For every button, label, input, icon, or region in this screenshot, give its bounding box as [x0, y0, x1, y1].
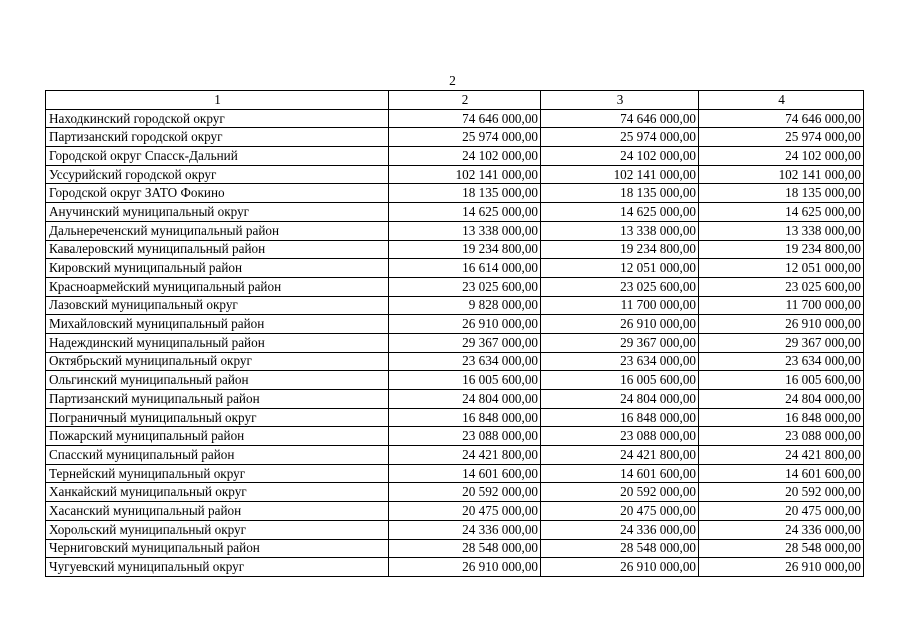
table-header — [46, 91, 864, 110]
municipality-name-cell: Михайловский муниципальный район — [46, 315, 389, 334]
value-col3-cell: 24 804 000,00 — [541, 390, 699, 409]
value-col2-cell: 74 646 000,00 — [389, 109, 541, 128]
table-row — [46, 277, 864, 296]
value-col3-cell: 14 625 000,00 — [541, 203, 699, 222]
value-col3-cell: 74 646 000,00 — [541, 109, 699, 128]
municipality-name-cell: Хорольский муниципальный округ — [46, 520, 389, 539]
value-col2-cell: 26 910 000,00 — [389, 315, 541, 334]
value-col2-cell: 19 234 800,00 — [389, 240, 541, 259]
value-col3-cell: 23 088 000,00 — [541, 427, 699, 446]
table-row — [46, 558, 864, 577]
table-row — [46, 296, 864, 315]
table-row — [46, 315, 864, 334]
value-col4-cell: 24 421 800,00 — [699, 446, 864, 465]
value-col4-cell: 29 367 000,00 — [699, 333, 864, 352]
value-col2-cell: 9 828 000,00 — [389, 296, 541, 315]
value-col3-cell: 19 234 800,00 — [541, 240, 699, 259]
value-col4-cell: 24 336 000,00 — [699, 520, 864, 539]
municipality-name-cell: Лазовский муниципальный округ — [46, 296, 389, 315]
value-col4-cell: 20 592 000,00 — [699, 483, 864, 502]
value-col2-cell: 23 088 000,00 — [389, 427, 541, 446]
value-col3-cell: 29 367 000,00 — [541, 333, 699, 352]
table-row — [46, 109, 864, 128]
table-row — [46, 352, 864, 371]
municipality-name-cell: Находкинский городской округ — [46, 109, 389, 128]
value-col2-cell: 23 025 600,00 — [389, 277, 541, 296]
value-col4-cell: 14 625 000,00 — [699, 203, 864, 222]
value-col2-cell: 23 634 000,00 — [389, 352, 541, 371]
value-col3-cell: 24 102 000,00 — [541, 147, 699, 166]
municipality-name-cell: Городской округ ЗАТО Фокино — [46, 184, 389, 203]
municipality-name-cell: Октябрьский муниципальный округ — [46, 352, 389, 371]
municipality-name-cell: Спасский муниципальный район — [46, 446, 389, 465]
value-col4-cell: 16 005 600,00 — [699, 371, 864, 390]
table-row — [46, 128, 864, 147]
value-col4-cell: 13 338 000,00 — [699, 221, 864, 240]
value-col2-cell: 18 135 000,00 — [389, 184, 541, 203]
municipality-name-cell: Ханкайский муниципальный округ — [46, 483, 389, 502]
value-col4-cell: 23 025 600,00 — [699, 277, 864, 296]
column-header-4: 4 — [699, 91, 864, 110]
budget-table — [45, 90, 864, 577]
value-col4-cell: 24 102 000,00 — [699, 147, 864, 166]
value-col3-cell: 20 592 000,00 — [541, 483, 699, 502]
value-col4-cell: 20 475 000,00 — [699, 502, 864, 521]
municipality-name-cell: Уссурийский городской округ — [46, 165, 389, 184]
table-body — [46, 109, 864, 576]
header-row — [46, 91, 864, 110]
value-col2-cell: 16 848 000,00 — [389, 408, 541, 427]
value-col4-cell: 16 848 000,00 — [699, 408, 864, 427]
municipality-name-cell: Хасанский муниципальный район — [46, 502, 389, 521]
value-col2-cell: 26 910 000,00 — [389, 558, 541, 577]
table-row — [46, 390, 864, 409]
table-row — [46, 147, 864, 166]
value-col2-cell: 24 102 000,00 — [389, 147, 541, 166]
value-col2-cell: 24 804 000,00 — [389, 390, 541, 409]
table-row — [46, 165, 864, 184]
value-col2-cell: 24 336 000,00 — [389, 520, 541, 539]
table-row — [46, 240, 864, 259]
value-col3-cell: 16 005 600,00 — [541, 371, 699, 390]
value-col3-cell: 16 848 000,00 — [541, 408, 699, 427]
value-col3-cell: 26 910 000,00 — [541, 558, 699, 577]
value-col4-cell: 18 135 000,00 — [699, 184, 864, 203]
municipality-name-cell: Кировский муниципальный район — [46, 259, 389, 278]
value-col3-cell: 20 475 000,00 — [541, 502, 699, 521]
table-row — [46, 502, 864, 521]
value-col3-cell: 28 548 000,00 — [541, 539, 699, 558]
value-col3-cell: 24 336 000,00 — [541, 520, 699, 539]
value-col2-cell: 14 625 000,00 — [389, 203, 541, 222]
value-col2-cell: 25 974 000,00 — [389, 128, 541, 147]
value-col4-cell: 28 548 000,00 — [699, 539, 864, 558]
value-col2-cell: 24 421 800,00 — [389, 446, 541, 465]
municipality-name-cell: Черниговский муниципальный район — [46, 539, 389, 558]
value-col4-cell: 11 700 000,00 — [699, 296, 864, 315]
value-col3-cell: 18 135 000,00 — [541, 184, 699, 203]
value-col2-cell: 20 592 000,00 — [389, 483, 541, 502]
column-header-2: 2 — [389, 91, 541, 110]
value-col3-cell: 102 141 000,00 — [541, 165, 699, 184]
value-col2-cell: 28 548 000,00 — [389, 539, 541, 558]
table-row — [46, 259, 864, 278]
table-row — [46, 520, 864, 539]
table-row — [46, 446, 864, 465]
municipality-name-cell: Тернейский муниципальный округ — [46, 464, 389, 483]
municipality-name-cell: Пограничный муниципальный округ — [46, 408, 389, 427]
table-row — [46, 464, 864, 483]
municipality-name-cell: Партизанский городской округ — [46, 128, 389, 147]
value-col4-cell: 74 646 000,00 — [699, 109, 864, 128]
value-col3-cell: 14 601 600,00 — [541, 464, 699, 483]
table-row — [46, 371, 864, 390]
value-col3-cell: 24 421 800,00 — [541, 446, 699, 465]
table-row — [46, 333, 864, 352]
value-col2-cell: 29 367 000,00 — [389, 333, 541, 352]
value-col2-cell: 20 475 000,00 — [389, 502, 541, 521]
value-col4-cell: 26 910 000,00 — [699, 558, 864, 577]
table-row — [46, 184, 864, 203]
value-col2-cell: 16 614 000,00 — [389, 259, 541, 278]
value-col4-cell: 25 974 000,00 — [699, 128, 864, 147]
table-row — [46, 427, 864, 446]
column-header-3: 3 — [541, 91, 699, 110]
municipality-name-cell: Кавалеровский муниципальный район — [46, 240, 389, 259]
table-row — [46, 221, 864, 240]
municipality-name-cell: Городской округ Спасск-Дальний — [46, 147, 389, 166]
municipality-name-cell: Надеждинский муниципальный район — [46, 333, 389, 352]
value-col3-cell: 13 338 000,00 — [541, 221, 699, 240]
value-col3-cell: 23 025 600,00 — [541, 277, 699, 296]
value-col4-cell: 102 141 000,00 — [699, 165, 864, 184]
table-row — [46, 408, 864, 427]
municipality-name-cell: Чугуевский муниципальный округ — [46, 558, 389, 577]
value-col3-cell: 26 910 000,00 — [541, 315, 699, 334]
municipality-name-cell: Дальнереченский муниципальный район — [46, 221, 389, 240]
value-col3-cell: 12 051 000,00 — [541, 259, 699, 278]
value-col3-cell: 11 700 000,00 — [541, 296, 699, 315]
municipality-name-cell: Ольгинский муниципальный район — [46, 371, 389, 390]
value-col4-cell: 24 804 000,00 — [699, 390, 864, 409]
value-col3-cell: 23 634 000,00 — [541, 352, 699, 371]
value-col4-cell: 14 601 600,00 — [699, 464, 864, 483]
value-col4-cell: 26 910 000,00 — [699, 315, 864, 334]
municipality-name-cell: Анучинский муниципальный округ — [46, 203, 389, 222]
table-row — [46, 483, 864, 502]
value-col4-cell: 19 234 800,00 — [699, 240, 864, 259]
value-col4-cell: 23 634 000,00 — [699, 352, 864, 371]
column-header-1: 1 — [46, 91, 389, 110]
value-col4-cell: 23 088 000,00 — [699, 427, 864, 446]
value-col2-cell: 102 141 000,00 — [389, 165, 541, 184]
municipality-name-cell: Красноармейский муниципальный район — [46, 277, 389, 296]
municipality-name-cell: Пожарский муниципальный район — [46, 427, 389, 446]
table-row — [46, 539, 864, 558]
table-row — [46, 203, 864, 222]
page-number: 2 — [449, 73, 456, 88]
value-col2-cell: 14 601 600,00 — [389, 464, 541, 483]
value-col4-cell: 12 051 000,00 — [699, 259, 864, 278]
municipality-name-cell: Партизанский муниципальный район — [46, 390, 389, 409]
value-col2-cell: 16 005 600,00 — [389, 371, 541, 390]
value-col3-cell: 25 974 000,00 — [541, 128, 699, 147]
value-col2-cell: 13 338 000,00 — [389, 221, 541, 240]
